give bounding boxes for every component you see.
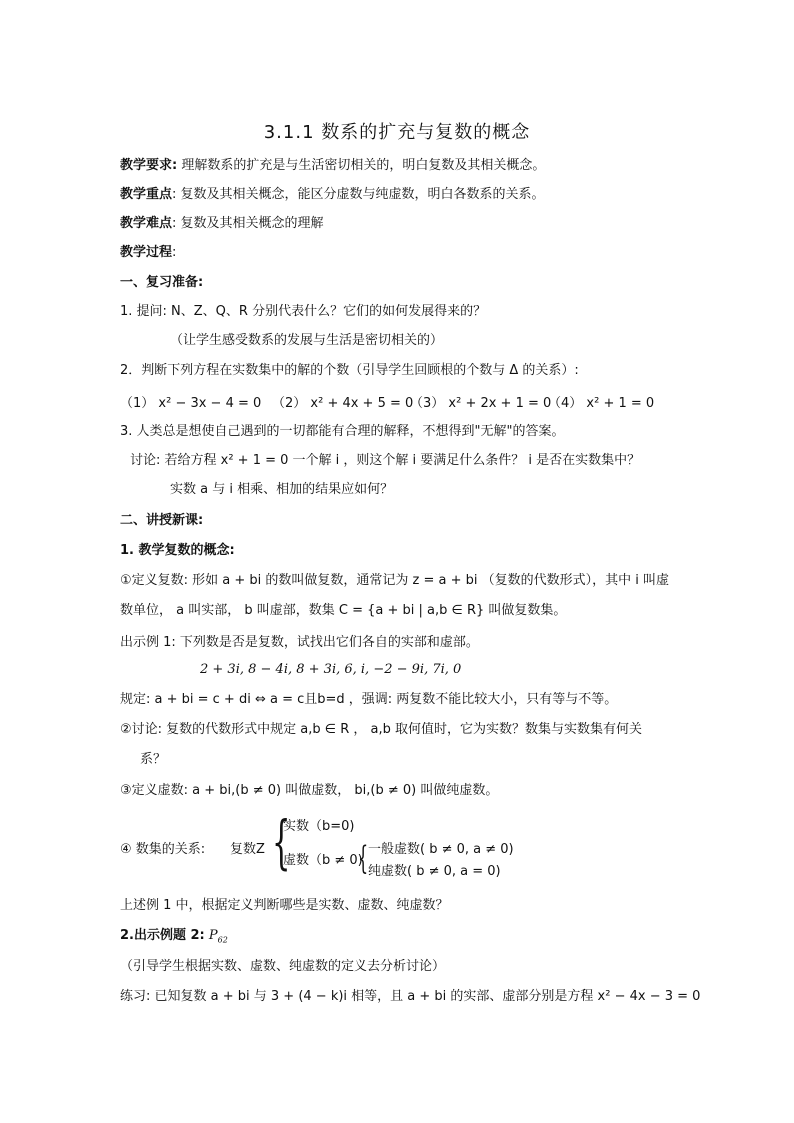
example-2-ref-letter: P (208, 928, 218, 943)
example-2-note: （引导学生根据实数、虚数、纯虚数的定义去分析讨论） (120, 959, 446, 974)
relation-real: 实数（b=0) (283, 819, 355, 834)
example-2-ref-sub: 62 (217, 935, 228, 945)
question-after-example: 上述例 1 中，根据定义判断哪些是实数、虚数、纯虚数？ (120, 898, 449, 913)
example-2-ref (209, 928, 228, 943)
equation-1: （1） x² − 3x − 4 = 0 (120, 396, 262, 411)
relation-pure-imaginary: 纯虚数( b ≠ 0, a = 0) (368, 864, 501, 879)
teaching-process (120, 244, 176, 262)
teaching-difficulties (120, 215, 324, 233)
relation-brace-main: { (272, 808, 291, 876)
example-2 (120, 927, 228, 950)
relation-brace-imaginary: { (358, 839, 369, 877)
diff-label: 教学难点 (120, 216, 173, 231)
discussion-1: 讨论: 若给方程 x² + 1 = 0 一个解 i ，则这个解 i 要满足什么条件？ i 是否在实数集中？ (130, 453, 641, 468)
req-label: 教学要求: (120, 158, 178, 173)
teaching-requirement (120, 157, 545, 175)
definition-imaginary: ③定义虚数: a + bi,(b ≠ 0) 叫做虚数， bi,(b ≠ 0) 叫做纯虚数。 (120, 783, 499, 798)
relation-root: 复数Z (230, 842, 265, 857)
question-1-note: （让学生感受数系的发展与生活是密切相关的） (170, 333, 444, 348)
question-3: 3. 人类总是想使自己遇到的一切都能有合理的解释，不想得到"无解"的答案。 (120, 424, 565, 439)
subsection-1-heading: 1. 教学复数的概念: (120, 543, 235, 558)
equation-3: （3） x² + 2x + 1 = 0 (410, 396, 552, 411)
relation-general-imaginary: 一般虚数( b ≠ 0, a ≠ 0) (368, 842, 514, 857)
section-2-heading: 二、讲授新课: (120, 513, 204, 528)
process-label: 教学过程 (120, 245, 173, 260)
page-title: 3.1.1 数系的扩充与复数的概念 (263, 122, 531, 143)
definition-complex-line-1: ①定义复数: 形如 a + bi 的数叫做复数，通常记为 z = a + bi （复数的代数形式），其中 i 叫虚 (120, 573, 670, 588)
relation-label: ④ 数集的关系: (120, 842, 206, 857)
key-label: 教学重点 (120, 187, 173, 202)
question-1: 1. 提问: N、Z、Q、R 分别代表什么？它们的如何发展得来的？ (120, 304, 487, 319)
key-text: : 复数及其相关概念，能区分虚数与纯虚数，明白各数系的关系。 (172, 187, 545, 202)
discussion-3-line-2: 系？ (140, 752, 167, 767)
req-text: 理解数系的扩充是与生活密切相关的，明白复数及其相关概念。 (181, 158, 546, 173)
example-1-numbers: 2 + 3i, 8 − 4i, 8 + 3i, 6, i, −2 − 9i, 7i, 0 (200, 662, 462, 677)
practice: 练习: 已知复数 a + bi 与 3 + (4 − k)i 相等，且 a + bi 的实部、虚部分别是方程 x² − 4x − 3 = 0 (120, 989, 701, 1004)
discussion-2: 实数 a 与 i 相乘、相加的结果应如何？ (170, 482, 394, 497)
equation-2: （2） x² + 4x + 5 = 0 (272, 396, 414, 411)
example-1: 出示例 1: 下列数是否是复数，试找出它们各自的实部和虚部。 (120, 635, 479, 650)
section-1-heading: 一、复习准备: (120, 275, 204, 290)
question-2: 2．判断下列方程在实数集中的解的个数（引导学生回顾根的个数与 Δ 的关系）: (120, 363, 579, 378)
process-colon: : (172, 245, 177, 260)
definition-complex-line-2: 数单位， a 叫实部， b 叫虚部，数集 C = {a + bi | a,b ∈ R} 叫做复数集。 (120, 603, 567, 618)
teaching-key-points (120, 186, 545, 204)
diff-text: : 复数及其相关概念的理解 (172, 216, 324, 231)
discussion-3-line-1: ②讨论: 复数的代数形式中规定 a,b ∈ R ， a,b 取何值时，它为实数？数集与实数集有何关 (120, 722, 643, 737)
example-2-label: 2.出示例题 2: (120, 928, 205, 943)
rule: 规定: a + bi = c + di ⇔ a = c且b=d ，强调: 两复数不能比较大小，只有等与不等。 (120, 692, 618, 707)
equation-4: （4） x² + 1 = 0 (548, 396, 655, 411)
relation-imaginary: 虚数（b ≠ 0) (283, 853, 363, 868)
